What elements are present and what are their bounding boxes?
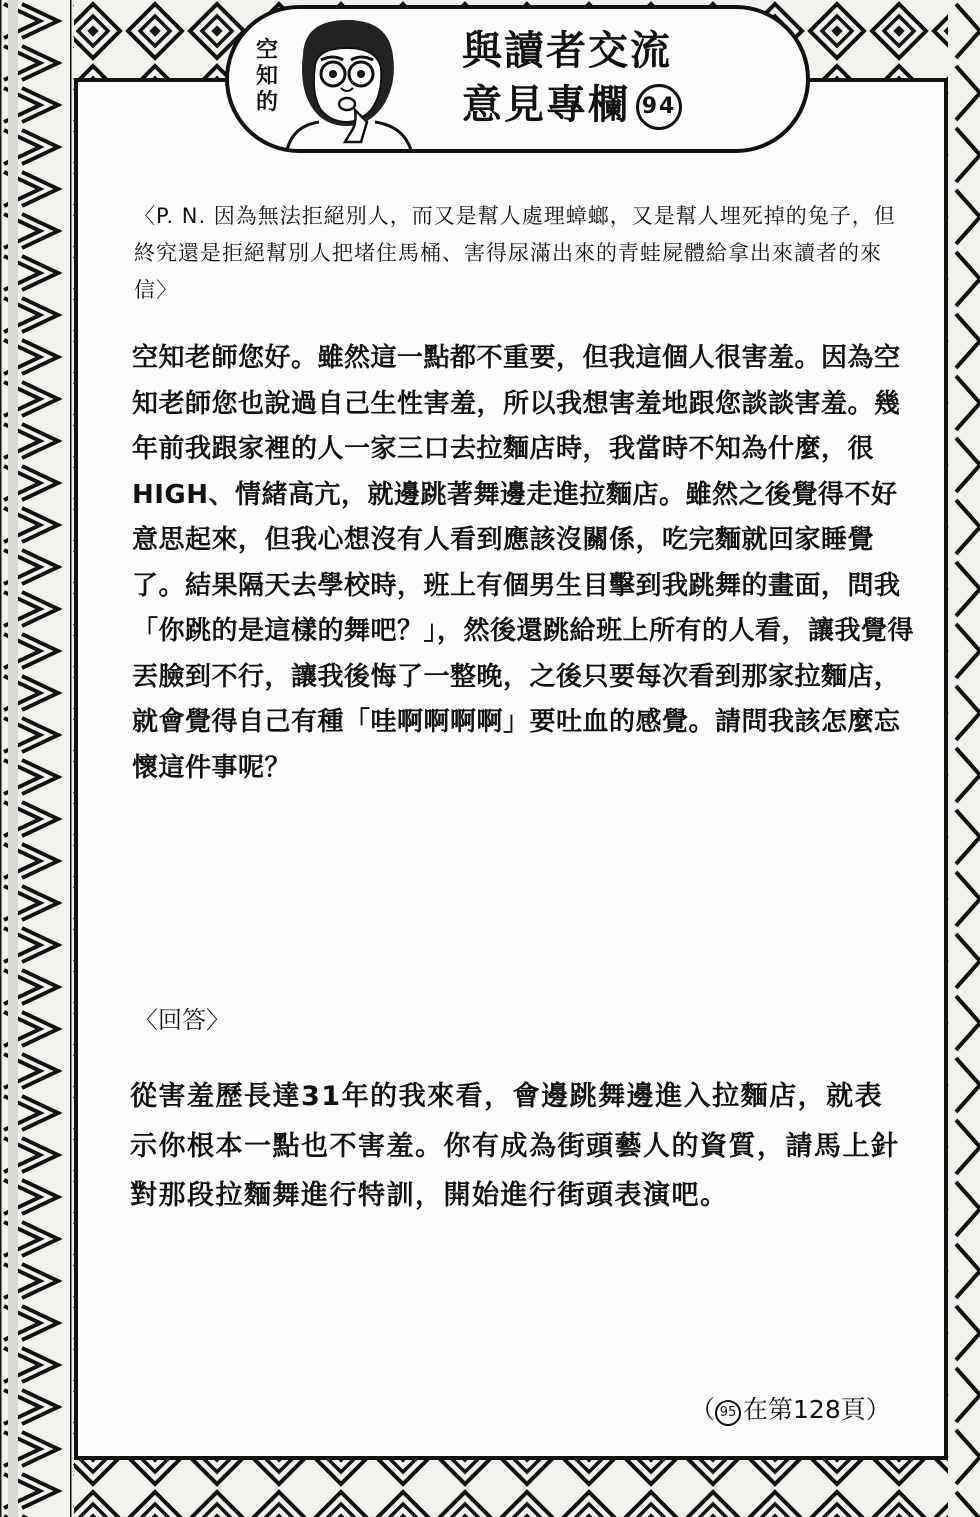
reader-letter-body: 空知老師您好。雖然這一點都不重要，但我這個人很害羞。因為空知老師您也說過自己生性害羞，所以我想害羞地跟您談談害羞。幾年前我跟家裡的人一家三口去拉麵店時，我當時不知為什麼，很HIGH、情緒高亢，就邊跳著舞邊走進拉麵店。雖然之後覺得不好意思起來，但我心想沒有人看到應該沒關係，吃完麵就回家睡覺了。結果隔天去學校時，班上有個男生目擊到我跳舞的畫面，問我「你跳的是這樣的舞吧？」，然後還跳給班上所有的人看，讓我覺得丟臉到不行，讓我後悔了一整晚，之後只要每次看到那家拉麵店，就會覺得自己有種「哇啊啊啊啊」要吐血的感覺。請問我該怎麼忘懷這件事呢？ (132, 343, 915, 783)
pen-name-intro: 〈P. N. 因為無法拒絕別人，而又是幫人處理蟑螂，又是幫人埋死掉的兔子，但終究還是拒絕幫別人把堵住馬桶、害得尿滿出來的青蛙屍體給拿出來讀者的來信〉 (134, 204, 896, 302)
continued-on-page-note (690, 1392, 891, 1428)
author-tag (252, 38, 282, 116)
title-line-2-text: 意見專欄 (462, 82, 630, 128)
answer-label: 〈回答〉 (134, 1006, 230, 1034)
author-tag-char: 空 (255, 38, 278, 63)
author-tag-char: 知 (255, 64, 278, 89)
answer-body: 從害羞歷長達31年的我來看，會邊跳舞邊進入拉麵店，就表示你根本一點也不害羞。你有成為街頭藝人的資質，請馬上針對那段拉麵舞進行特訓，開始進行街頭表演吧。 (130, 1081, 900, 1211)
open-paren: （ (690, 1395, 716, 1424)
continue-text: 在第128頁 (743, 1395, 866, 1424)
title-line-1: 與讀者交流 (462, 28, 672, 74)
gorilla-mascot-icon (285, 14, 415, 150)
column-title (462, 26, 762, 130)
issue-number-badge: 94 (636, 84, 682, 130)
author-tag-char: 的 (255, 90, 278, 115)
close-paren: ） (865, 1395, 891, 1424)
circled-issue-number: 95 (715, 1400, 741, 1426)
title-line-2 (462, 80, 762, 130)
